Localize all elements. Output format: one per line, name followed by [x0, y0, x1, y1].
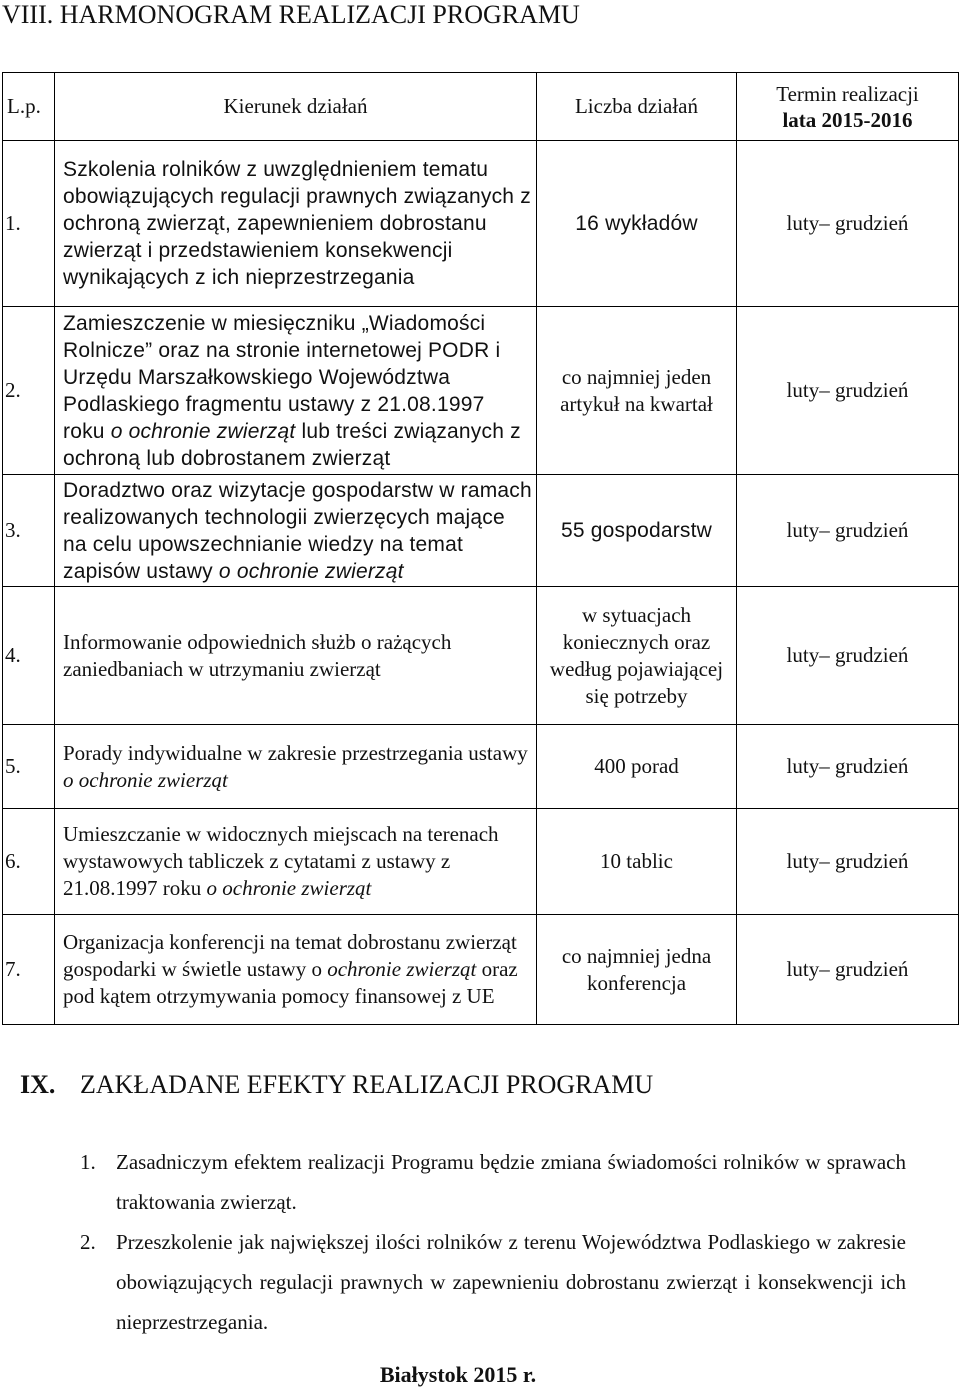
list-item-index: 2. [80, 1230, 96, 1254]
header-lp: L.p. [3, 73, 55, 141]
effects-list [80, 1142, 906, 1342]
section-title-text: ZAKŁADANE EFEKTY REALIZACJI PROGRAMU [80, 1070, 654, 1099]
list-item [80, 1222, 906, 1342]
header-term-line2: lata 2015-2016 [782, 107, 913, 132]
row-term: luty– grudzień [737, 915, 959, 1025]
table-header-row [3, 73, 959, 141]
table-row [3, 475, 959, 587]
row-direction [55, 475, 537, 587]
row-direction-italic: o ochronie zwierząt [206, 876, 372, 900]
row-count-line: według pojawiającej [549, 656, 724, 681]
row-direction-text: Porady indywidualne w zakresie przestrzegania ustawy [63, 740, 528, 765]
row-count: 55 gospodarstw [537, 475, 737, 587]
row-term: luty– grudzień [737, 809, 959, 915]
header-direction: Kierunek działań [55, 73, 537, 141]
row-count-line: koniecznych oraz [562, 629, 711, 654]
row-direction-text: Umieszczanie w widocznych miejscach na terenach wystawowych tabliczek z cytatami z ustawy z 21.08.1997 roku [63, 822, 499, 900]
row-term: luty– grudzień [737, 307, 959, 475]
row-count-line: co najmniej jeden [561, 364, 712, 389]
row-count: 16 wykładów [537, 141, 737, 307]
row-count: 400 porad [537, 725, 737, 809]
row-direction: Informowanie odpowiednich służb o rażących zaniedbaniach w utrzymaniu zwierząt [55, 587, 537, 725]
row-count: 10 tablic [537, 809, 737, 915]
row-direction [55, 915, 537, 1025]
row-count-line: konferencja [586, 970, 687, 995]
section-title-effects [20, 1070, 653, 1100]
header-term [737, 73, 959, 141]
row-term: luty– grudzień [737, 725, 959, 809]
row-direction [55, 725, 537, 809]
row-count-line: się potrzeby [585, 683, 688, 708]
list-item-text: Przeszkolenie jak największej ilości rolników z terenu Województwa Podlaskiego w zakresie obowiązujących regulacji prawnych w zapewnieniu dobrostanu zwierząt i konsekwencji ich nieprzestrzegania. [116, 1230, 906, 1334]
list-item-index: 1. [80, 1150, 96, 1174]
section-title-harmonogram: VIII. HARMONOGRAM REALIZACJI PROGRAMU [2, 0, 580, 29]
row-direction-text: Zamieszczenie w miesięczniku „Wiadomości Rolnicze” oraz na stronie internetowej PODR i Urzędu Marszałkowskiego Województwa Podlaskiego fragmentu ustawy z 21.08.1997 roku [63, 311, 501, 443]
table-row [3, 725, 959, 809]
row-direction-text-end: oraz pod kątem otrzymywania pomocy finansowej z UE [63, 957, 518, 1008]
row-term: luty– grudzień [737, 587, 959, 725]
row-direction-italic: ochronie zwierząt [327, 957, 477, 981]
row-lp: 6. [3, 809, 55, 915]
row-direction-italic: o ochronie zwierząt [63, 767, 228, 792]
row-lp: 1. [3, 141, 55, 307]
list-item-text: Zasadniczym efektem realizacji Programu będzie zmiana świadomości rolników w sprawach traktowania zwierząt. [116, 1150, 906, 1214]
row-direction-text: Doradztwo oraz wizytacje gospodarstw w ramach realizowanych technologii zwierzęcych mające na celu upowszechnianie wiedzy na temat zapisów ustawy [63, 478, 532, 583]
row-count-line: w sytuacjach [581, 602, 692, 627]
place-date: Białystok 2015 r. [379, 1362, 537, 1387]
row-count [537, 587, 737, 725]
row-term: luty– grudzień [737, 141, 959, 307]
row-direction [55, 307, 537, 475]
schedule-table [2, 72, 959, 1025]
row-lp: 5. [3, 725, 55, 809]
row-count-line: co najmniej jedna [561, 943, 712, 968]
row-lp: 4. [3, 587, 55, 725]
row-direction-italic: o ochronie zwierząt [110, 419, 296, 443]
row-direction: Szkolenia rolników z uwzględnieniem tematu obowiązujących regulacji prawnych związanych z ochroną zwierząt, zapewnieniem dobrostanu zwierząt i przedstawieniem konsekwencji wynikających z ich nieprzestrzegania [55, 141, 537, 307]
table-row [3, 307, 959, 475]
row-count-line: artykuł na kwartał [560, 391, 713, 416]
row-lp: 2. [3, 307, 55, 475]
header-term-line1: Termin realizacji [776, 81, 919, 106]
section-number: IX. [20, 1070, 56, 1099]
row-term: luty– grudzień [737, 475, 959, 587]
row-count [537, 307, 737, 475]
table-row [3, 915, 959, 1025]
row-direction-text: Organizacja konferencji na temat dobrostanu zwierząt gospodarki w świetle ustawy o [63, 930, 517, 981]
row-lp: 3. [3, 475, 55, 587]
row-count [537, 915, 737, 1025]
list-item [80, 1142, 906, 1222]
table-row [3, 809, 959, 915]
table-row [3, 587, 959, 725]
row-direction-italic: o ochronie zwierząt [218, 559, 404, 583]
row-direction [55, 809, 537, 915]
row-lp: 7. [3, 915, 55, 1025]
header-count: Liczba działań [537, 73, 737, 141]
row-direction-text-end: lub treści związanych z ochroną lub dobrostanem zwierząt [63, 419, 521, 470]
table-row [3, 141, 959, 307]
